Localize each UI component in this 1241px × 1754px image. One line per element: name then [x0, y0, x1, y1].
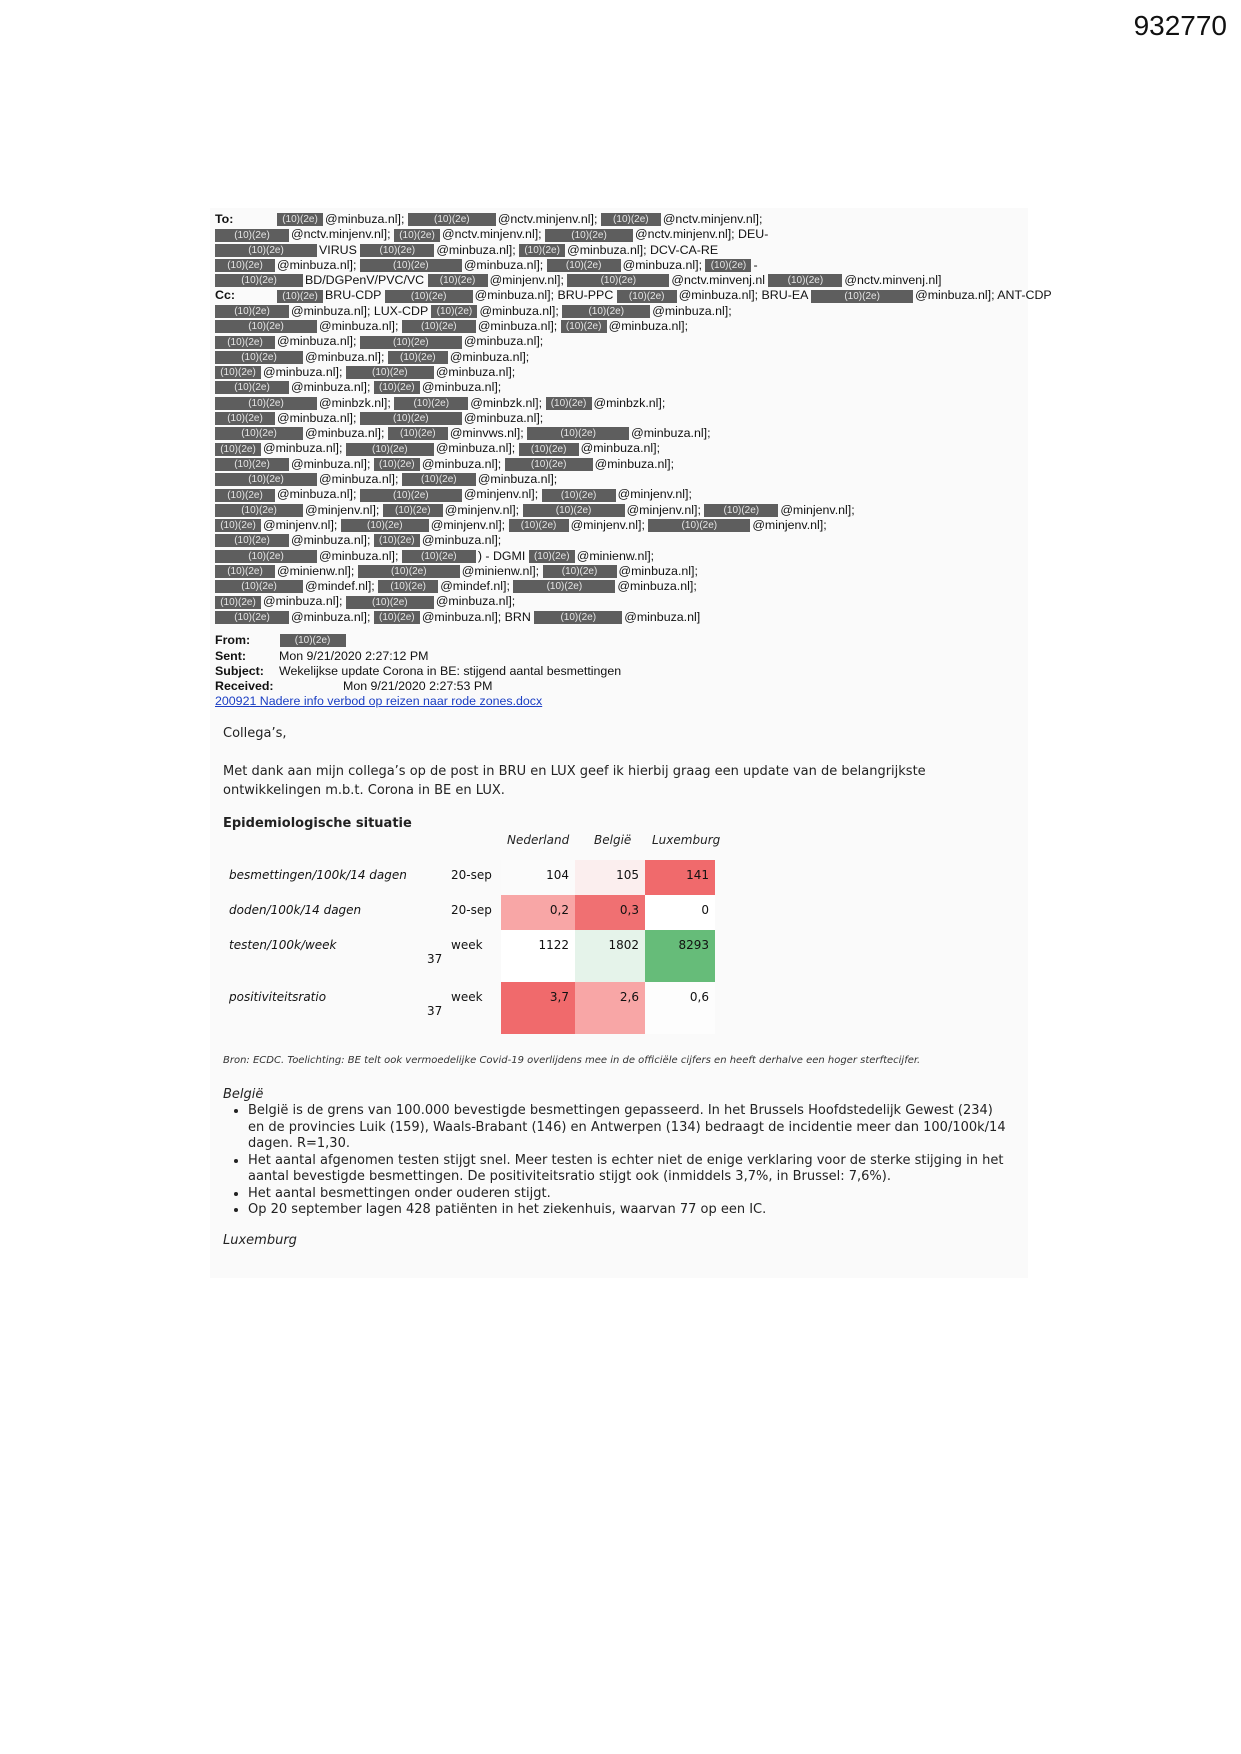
recipient-text: @minbuza.nl]; — [608, 319, 689, 334]
row-period: 20-sep — [451, 868, 492, 882]
recipient-text: @nctv.minjenv.nl]; — [497, 212, 601, 226]
intro-paragraph: Met dank aan mijn collega’s op de post in BRU en LUX geef ik hierbij graag een update van de belangrijkste ontwikkelingen m.b.t. Corona in BE en LUX. — [223, 764, 926, 798]
recipient-text: @minbuza.nl]; — [435, 441, 519, 456]
redaction-box: (10)(2e) — [215, 305, 289, 318]
recipient-text: @minjenv.nl]; — [570, 517, 649, 532]
recipient-text: @minbuza.nl]; — [631, 426, 711, 441]
table-row — [223, 895, 715, 930]
recipient-text: @nctv.minjenv.nl]; — [291, 227, 395, 242]
list-item: • Het aantal afgenomen testen stijgt snel. Meer testen is echter niet de enige verklaring voor de sterke stijging in het aantal bevestigde besmettingen. De positiviteitsratio stijgt ook (inmiddels 3,7%, in Brussel: 7,6%). — [248, 1153, 1013, 1186]
redaction-box: (10)(2e) — [358, 565, 460, 578]
redaction-box: (10)(2e) — [215, 381, 289, 394]
redaction-box: (10)(2e) — [509, 519, 569, 532]
redaction-box: (10)(2e) — [388, 427, 448, 440]
recipient-text: @minbuza.nl]; ANT-CDP — [915, 288, 1052, 303]
redaction-box: (10)(2e) — [360, 489, 462, 502]
redaction-box: (10)(2e) — [519, 443, 579, 456]
recipient-text: @minbuza.nl]; — [277, 410, 360, 425]
list-item: • Op 20 september lagen 428 patiënten in het ziekenhuis, waarvan 77 op een IC. — [248, 1202, 1013, 1219]
recipient-text: @minbuza.nl]; — [319, 319, 402, 334]
recipient-text: @minienw.nl]; — [277, 563, 358, 578]
recipient-text: @minbuza.nl]; — [594, 456, 675, 471]
recipient-text: @nctv.minvenj.nl — [671, 273, 769, 288]
recipient-text: @minbuza.nl]; — [319, 548, 402, 563]
redaction-box: (10)(2e) — [215, 366, 261, 379]
recipient-text: ) - DGMI — [477, 548, 529, 563]
redaction-box: (10)(2e) — [215, 473, 317, 486]
recipient-text: @minbuza.nl]; — [291, 456, 374, 471]
redaction-box: (10)(2e) — [346, 443, 434, 456]
recipient-text: @minbuza.nl]; — [291, 533, 374, 548]
table-cell: 8293 — [645, 930, 715, 982]
recipient-text: @minjenv.nl]; — [780, 502, 855, 517]
recipient-line — [215, 441, 1015, 456]
recipient-text: VIRUS — [319, 242, 361, 257]
row-period: 20-sep — [451, 903, 492, 917]
redaction-box: (10)(2e) — [374, 611, 420, 624]
table-row — [223, 860, 715, 895]
recipient-line — [215, 472, 1015, 487]
recipient-text: @minbuza.nl]; — [580, 441, 661, 456]
from-row: From: (10)(2e) — [215, 633, 346, 647]
recipient-text: @minbuza.nl]; — [319, 472, 402, 487]
recipient-text: @minjenv.nl]; — [489, 273, 568, 288]
recipient-text: @nctv.minvenj.nl] — [844, 273, 942, 288]
recipient-text: @minbzk.nl]; — [593, 395, 666, 410]
recipient-text: @minjenv.nl]; — [752, 517, 827, 532]
redaction-box: (10)(2e) — [215, 397, 317, 410]
received-row: Received: Mon 9/21/2020 2:27:53 PM — [215, 679, 493, 693]
redaction-box: (10)(2e) — [527, 427, 629, 440]
recipient-text: @minvws.nl]; — [449, 426, 528, 441]
redaction-box: (10)(2e) — [811, 290, 913, 303]
table-cell: 2,6 — [575, 982, 645, 1034]
redaction-box: (10)(2e) — [215, 519, 261, 532]
recipient-text: @minjenv.nl]; — [444, 502, 523, 517]
redaction-box: (10)(2e) — [529, 550, 575, 563]
table-cell: 0,3 — [575, 895, 645, 930]
redaction-box: (10)(2e) — [562, 305, 650, 318]
recipient-line — [215, 411, 1015, 426]
subject-row: Subject: Wekelijkse update Corona in BE: stijgend aantal besmettingen — [215, 664, 622, 678]
recipients-block — [215, 212, 1052, 625]
table-row — [223, 930, 715, 982]
redaction-box: (10)(2e) — [542, 489, 616, 502]
recipient-line — [215, 426, 1015, 441]
col-header-belgie: België — [594, 833, 632, 847]
redaction-box: (10)(2e) — [402, 550, 476, 563]
row-period: week 37 — [427, 990, 483, 1018]
section-title: Epidemiologische situatie — [223, 816, 412, 831]
recipient-text: @nctv.minjenv.nl]; — [442, 227, 546, 242]
redaction-box: (10)(2e) — [546, 397, 592, 410]
redaction-box: (10)(2e) — [215, 427, 303, 440]
recipient-text: @minbuza.nl]; — [477, 319, 561, 334]
redaction-box: (10)(2e) — [561, 320, 607, 333]
recipient-line — [215, 227, 1015, 242]
redaction-box: (10)(2e) — [545, 229, 633, 242]
redaction-box: (10)(2e) — [374, 458, 420, 471]
redaction-box: (10)(2e) — [378, 580, 438, 593]
redaction-box: (10)(2e) — [705, 259, 751, 272]
recipient-text: @minbuza.nl]; — [435, 594, 516, 609]
redaction-box: (10)(2e) — [383, 504, 443, 517]
redaction-box: (10)(2e) — [402, 473, 476, 486]
recipient-text: @minbuza.nl]; — [291, 609, 374, 624]
redaction-box: (10)(2e) — [513, 580, 615, 593]
recipient-text: @minbuza.nl]; — [463, 257, 547, 272]
recipient-text: @nctv.minjenv.nl]; DEU- — [635, 227, 769, 242]
recipient-text: @minbuza.nl]; — [421, 380, 502, 395]
recipient-line — [215, 273, 1015, 288]
table-cell: 105 — [575, 860, 645, 895]
belgie-bullets — [223, 1103, 1013, 1219]
recipient-text: @minbuza.nl]; — [435, 364, 516, 379]
recipient-text: BD/DGPenV/PVC/VC — [305, 273, 428, 288]
recipient-line — [215, 457, 1015, 472]
redaction-box: (10)(2e) — [547, 259, 621, 272]
source-note: Bron: ECDC. Toelichting: BE telt ook vermoedelijke Covid-19 overlijdens mee in de officiële cijfers en heeft derhalve een hoger sterftecijfer. — [223, 1055, 921, 1066]
col-header-luxemburg: Luxemburg — [652, 833, 721, 847]
luxemburg-heading: Luxemburg — [223, 1233, 297, 1248]
list-item: • België is de grens van 100.000 bevestigde besmettingen gepasseerd. In het Brussels Hoofdstedelijk Gewest (234) en de provincies Luik (159), Waals-Brabant (146) en Antwerpen (134) bedraagt de incidentie meer dan 100/100k/14 dagen. R=1,30. — [248, 1103, 1013, 1153]
table-cell: 141 — [645, 860, 715, 895]
recipient-line — [215, 396, 1015, 411]
redaction-box: (10)(2e) — [215, 596, 261, 609]
recipient-line — [215, 549, 1015, 564]
recipient-line — [215, 518, 1015, 533]
list-item: • Het aantal besmettingen onder ouderen stijgt. — [248, 1186, 1013, 1203]
recipient-text: @minbuza.nl]; — [617, 579, 697, 594]
recipient-line — [215, 594, 1015, 609]
redaction-box: (10)(2e) — [360, 412, 462, 425]
table-cell: 0,6 — [645, 982, 715, 1034]
recipient-text: @minbuza.nl]; — [477, 472, 558, 487]
recipient-line — [215, 288, 1052, 303]
table-cell: 1802 — [575, 930, 645, 982]
recipient-text: @minbuza.nl]; BRU-EA — [678, 288, 812, 303]
redaction-box: (10)(2e) — [215, 550, 317, 563]
belgie-heading: België — [223, 1087, 264, 1102]
recipient-text: @minbuza.nl]; DCV-CA-RE — [567, 242, 719, 257]
recipient-text: @minbuza.nl] — [624, 609, 701, 624]
redaction-box: (10)(2e) — [543, 565, 617, 578]
recipient-line — [215, 319, 1015, 334]
row-label: besmettingen/100k/14 dagen — [229, 868, 407, 882]
redaction-box: (10)(2e) — [215, 229, 289, 242]
row-label: positiviteitsratio — [229, 990, 327, 1004]
recipient-line — [215, 380, 1015, 395]
recipient-line — [215, 487, 1015, 502]
table-cell: 1122 — [501, 930, 575, 982]
recipient-text: @minjenv.nl]; — [305, 502, 383, 517]
redaction-box: (10)(2e) — [360, 259, 462, 272]
recipient-line — [215, 258, 1015, 273]
redaction-box: (10)(2e) — [534, 611, 622, 624]
table-cell: 0 — [645, 895, 715, 930]
recipient-text: @minbuza.nl]; — [449, 349, 530, 364]
epidemiology-table — [223, 860, 715, 1034]
recipient-text: @mindef.nl]; — [305, 579, 379, 594]
recipient-text: @minbuza.nl]; LUX-CDP — [291, 303, 432, 318]
sent-row: Sent: Mon 9/21/2020 2:27:12 PM — [215, 649, 429, 663]
redaction-box: (10)(2e) — [768, 274, 842, 287]
redaction-box: (10)(2e) — [431, 305, 477, 318]
redaction-box: (10)(2e) — [519, 244, 565, 257]
redaction-box: (10)(2e) — [374, 534, 420, 547]
recipient-line — [215, 503, 1015, 518]
recipient-text: @minbuza.nl]; BRN — [421, 609, 535, 624]
redaction-box: (10)(2e) — [277, 290, 323, 303]
redaction-box: (10)(2e) — [388, 351, 448, 364]
recipient-text: @minbuza.nl]; — [652, 303, 732, 318]
recipient-line — [215, 350, 1015, 365]
redaction-box: (10)(2e) — [402, 320, 476, 333]
recipient-text: @minjenv.nl]; — [263, 517, 341, 532]
recipient-text: @minjenv.nl]; — [430, 517, 509, 532]
redaction-box: (10)(2e) — [341, 519, 429, 532]
recipient-line — [215, 365, 1015, 380]
recipient-text: @minbuza.nl]; BRU-PPC — [474, 288, 617, 303]
redaction-box: (10)(2e) — [385, 290, 473, 303]
redaction-box: (10)(2e) — [617, 290, 677, 303]
redaction-box: (10)(2e) — [523, 504, 625, 517]
greeting: Collega’s, — [223, 726, 287, 741]
recipient-text: @minbuza.nl]; — [291, 380, 374, 395]
cc-label: Cc: — [215, 288, 235, 303]
recipient-text: @minbuza.nl]; — [479, 303, 563, 318]
recipient-line — [215, 564, 1015, 579]
recipient-text: BRU-CDP — [325, 288, 385, 303]
redaction-box: (10)(2e) — [215, 534, 289, 547]
redaction-box: (10)(2e) — [215, 504, 303, 517]
redaction-box: (10)(2e) — [215, 580, 303, 593]
redaction-box: (10)(2e) — [215, 274, 303, 287]
recipient-text: @minbuza.nl]; — [263, 441, 346, 456]
recipient-text: @minbuza.nl]; — [463, 334, 544, 349]
recipient-text: @minjenv.nl]; — [463, 487, 542, 502]
recipient-line — [215, 610, 1015, 625]
recipient-line — [215, 334, 1015, 349]
recipient-text: @minbuza.nl]; — [305, 426, 388, 441]
redaction-box: (10)(2e) — [215, 565, 275, 578]
recipient-text: @minienw.nl]; — [576, 548, 655, 563]
recipient-text: @minbuza.nl]; — [263, 594, 346, 609]
document-id: 932770 — [1133, 10, 1227, 41]
redaction-box: (10)(2e) — [215, 336, 275, 349]
redaction-box: (10)(2e) — [360, 244, 434, 257]
recipient-line — [215, 212, 1015, 227]
table-cell: 104 — [501, 860, 575, 895]
redaction-box: (10)(2e) — [280, 634, 346, 647]
redaction-box: (10)(2e) — [215, 489, 275, 502]
redaction-box: (10)(2e) — [394, 229, 440, 242]
redaction-box: (10)(2e) — [346, 366, 434, 379]
redaction-box: (10)(2e) — [215, 351, 303, 364]
recipient-line — [215, 243, 1015, 258]
attachment-link[interactable]: 200921 Nadere info verbod op reizen naar rode zones.docx — [215, 694, 543, 708]
recipient-text: @minjenv.nl]; — [626, 502, 705, 517]
recipient-text: @minbuza.nl]; — [421, 456, 505, 471]
redaction-box: (10)(2e) — [346, 596, 434, 609]
recipient-text: @mindef.nl]; — [440, 579, 514, 594]
redaction-box: (10)(2e) — [648, 519, 750, 532]
recipient-text: @minbuza.nl]; — [305, 349, 388, 364]
redaction-box: (10)(2e) — [505, 458, 593, 471]
redaction-box: (10)(2e) — [601, 213, 661, 226]
recipient-text: @minbuza.nl]; — [618, 563, 698, 578]
redaction-box: (10)(2e) — [215, 244, 317, 257]
redaction-box: (10)(2e) — [215, 611, 289, 624]
redaction-box: (10)(2e) — [394, 397, 468, 410]
recipient-line — [215, 304, 1015, 319]
redaction-box: (10)(2e) — [215, 320, 317, 333]
col-header-nederland: Nederland — [507, 833, 570, 847]
table-cell: 3,7 — [501, 982, 575, 1034]
recipient-text: @minbuza.nl]; — [421, 533, 502, 548]
recipient-text: @nctv.minjenv.nl]; — [662, 212, 763, 226]
recipient-text: @minienw.nl]; — [461, 563, 543, 578]
redaction-box: (10)(2e) — [215, 412, 275, 425]
recipient-text: @minbuza.nl]; — [622, 257, 706, 272]
redaction-box: (10)(2e) — [408, 213, 496, 226]
row-period: week 37 — [427, 938, 483, 966]
redaction-box: (10)(2e) — [215, 458, 289, 471]
redaction-box: (10)(2e) — [277, 213, 323, 226]
redaction-box: (10)(2e) — [215, 443, 261, 456]
recipient-text: @minbuza.nl]; — [277, 257, 360, 272]
redaction-box: (10)(2e) — [428, 274, 488, 287]
recipient-text: @minbuza.nl]; — [325, 212, 408, 226]
to-label: To: — [215, 212, 234, 226]
redaction-box: (10)(2e) — [567, 274, 669, 287]
table-cell: 0,2 — [501, 895, 575, 930]
row-label: testen/100k/week — [229, 938, 337, 952]
recipient-line — [215, 579, 1015, 594]
recipient-text: @minbuza.nl]; — [277, 487, 360, 502]
redaction-box: (10)(2e) — [360, 336, 462, 349]
recipient-text: @minbuza.nl]; — [463, 410, 544, 425]
recipient-text: @minbuza.nl]; — [277, 334, 360, 349]
recipient-text: @minbzk.nl]; — [470, 395, 546, 410]
redaction-box: (10)(2e) — [704, 504, 778, 517]
recipient-text: @minbuza.nl]; — [263, 364, 346, 379]
redaction-box: (10)(2e) — [374, 381, 420, 394]
table-row — [223, 982, 715, 1034]
recipient-text: @minbzk.nl]; — [319, 395, 395, 410]
recipient-text: @minjenv.nl]; — [617, 487, 692, 502]
row-label: doden/100k/14 dagen — [229, 903, 362, 917]
recipient-text: @minbuza.nl]; — [436, 242, 520, 257]
redaction-box: (10)(2e) — [215, 259, 275, 272]
recipient-line — [215, 533, 1015, 548]
recipient-text: - — [753, 257, 758, 272]
